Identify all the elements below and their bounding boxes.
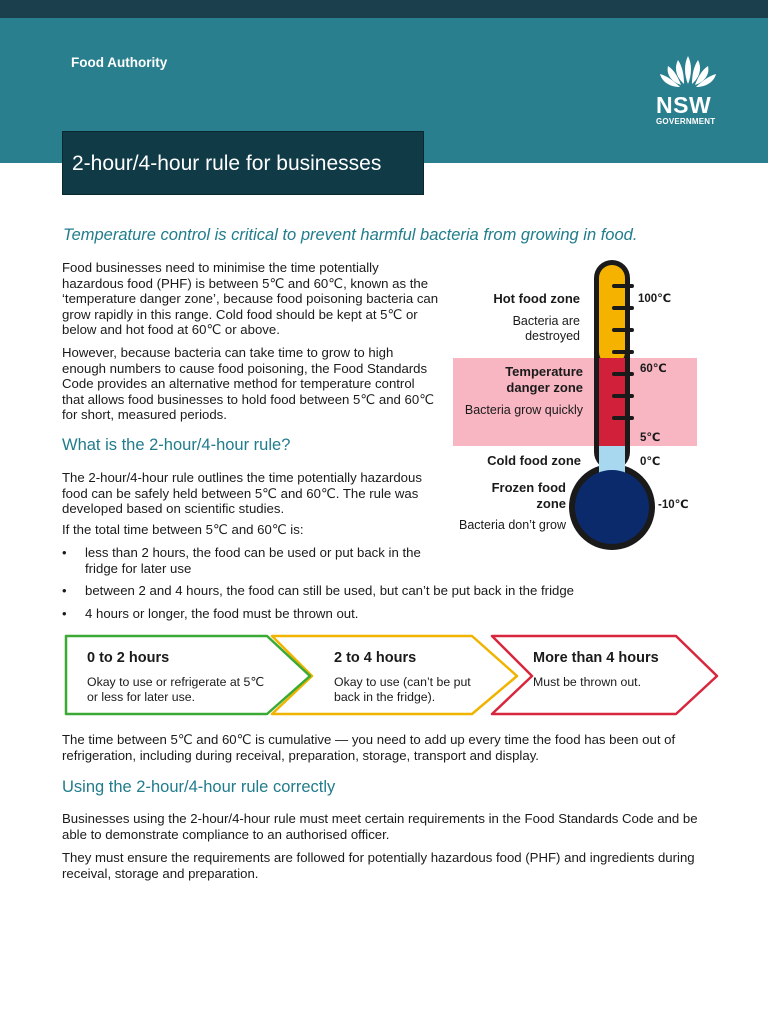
requirements-paragraph-2: They must ensure the requirements are followed for potentially hazardous food (PHF) and ingredients during receival, storage and preparation. [62,850,695,881]
cumulative-paragraph: The time between 5℃ and 60℃ is cumulative — you need to add up every time the food has been out of refrigeration, including during receival, preparation, storage, transport and display. [62,732,676,763]
frozen-zone-label-line2: zone [536,496,566,511]
intro-paragraph-2: However, because bacteria can take time to grow to high enough numbers to cause food poisoning, the Food Standards Code provides an alternative method for temperature control that allows food businesses to hold food between 5℃ and 60℃ for short, measured periods. [62,345,435,423]
thermometer-infographic [440,252,740,557]
section-heading-rule: What is the 2-hour/4-hour rule? [62,436,291,454]
intro-paragraph-1: Food businesses need to minimise the time potentially hazardous food (PHF) is between 5℃ and 60℃, known as the ‘temperature danger zone’, because food poisoning bacteria can grow rapidly in this range. Cold food should be kept at 5℃ or below and hot food at 60℃ or above. [62,260,439,338]
danger-zone-note: Bacteria grow quickly [464,403,583,417]
cold-zone-label: Cold food zone [487,453,581,468]
time-rule-arrows [62,634,722,720]
lead-statement: Temperature control is critical to prevent harmful bacteria from growing in food. [63,226,638,244]
list-item: • 4 hours or longer, the food must be thrown out. [62,606,662,622]
frozen-zone-fill [575,470,649,544]
frozen-zone-note: Bacteria don’t grow [458,518,566,532]
arrow-description: Okay to use or refrigerate at 5℃ or less for later use. [87,675,265,704]
arrow-title: 0 to 2 hours [87,650,170,666]
rule-condition: If the total time between 5℃ and 60℃ is: [62,522,304,537]
agency-name: Food Authority [71,55,168,70]
hot-zone-note: Bacteria are destroyed [512,314,580,343]
arrow-description: Must be thrown out. [533,675,641,689]
tick-label: 60℃ [640,363,667,375]
section-heading-using-rule: Using the 2-hour/4-hour rule correctly [62,778,336,796]
page-title: 2-hour/4-hour rule for businesses [72,152,382,175]
hot-zone-label: Hot food zone [493,291,580,306]
danger-zone-label-line2: danger zone [506,380,583,395]
arrow-title: More than 4 hours [533,650,659,666]
frozen-zone-label-line1: Frozen food [491,480,566,495]
tick-label: 100℃ [638,293,672,305]
top-strip [0,0,768,18]
rule-bullet-list [62,545,662,628]
rule-paragraph: The 2-hour/4-hour rule outlines the time potentially hazardous food can be safely held between 5℃ and 60℃. The rule was developed based on scientific studies. [62,470,422,517]
danger-zone-fill [599,358,625,446]
arrow-description: Okay to use (can’t be put back in the fridge). [334,675,471,704]
arrow-0-to-2-hours [87,650,272,704]
tick-label: -10℃ [658,499,689,511]
list-item: • less than 2 hours, the food can be used or put back in the fridge for later use [62,545,452,576]
logo-text: NSW [656,92,712,118]
requirements-paragraph-1: Businesses using the 2-hour/4-hour rule must meet certain requirements in the Food Standards Code and be able to demonstrate compliance to an authorised officer. [62,811,698,842]
tick-label: 0℃ [640,456,661,468]
tick-label: 5℃ [640,432,661,444]
danger-zone-label-line1: Temperature [505,364,583,379]
title-box [62,131,424,195]
arrow-more-than-4-hours [533,650,693,690]
waratah-icon [648,50,728,94]
list-item: • between 2 and 4 hours, the food can still be used, but can’t be put back in the fridge [62,583,662,599]
arrow-2-to-4-hours [334,650,474,704]
arrow-title: 2 to 4 hours [334,650,417,666]
logo-subtext: GOVERNMENT [656,117,716,126]
